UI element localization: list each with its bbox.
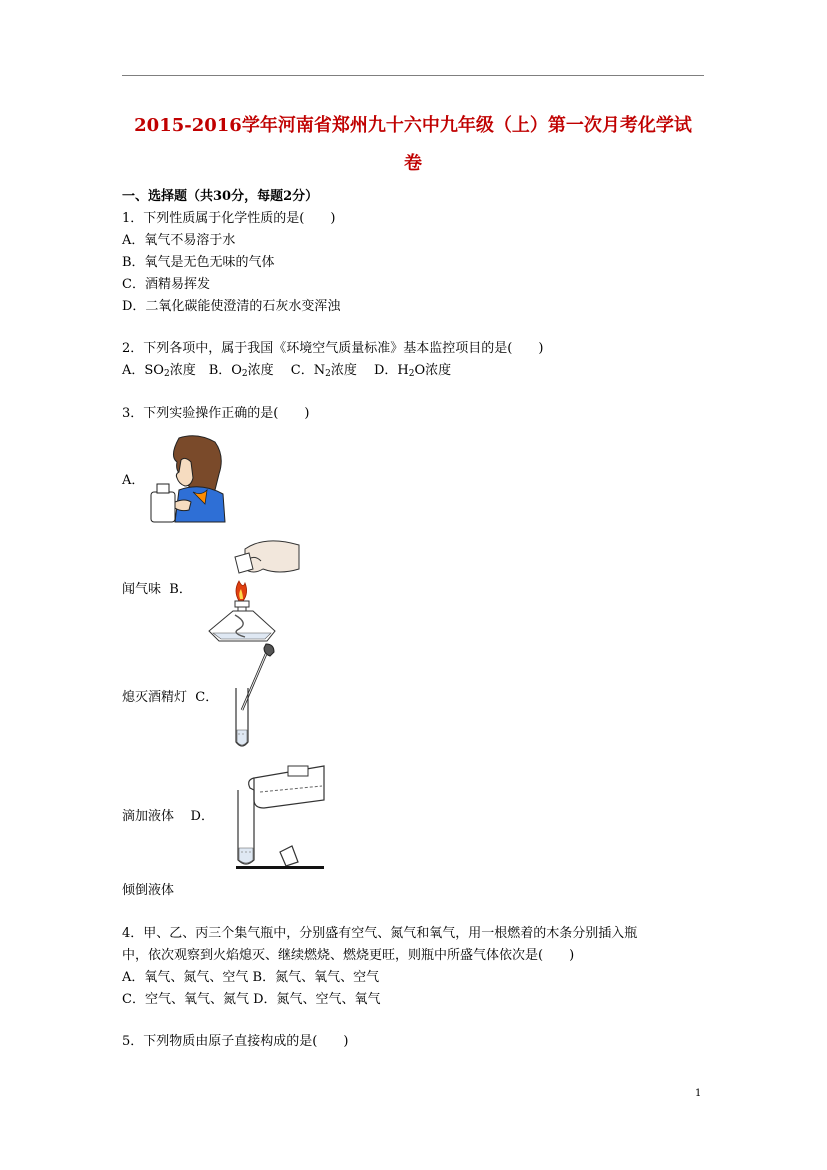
q1-stem: 1．下列性质属于化学性质的是( ): [122, 211, 336, 226]
q3-b-caption: 熄灭酒精灯: [122, 690, 188, 705]
q4-stem-line2: 中，依次观察到火焰熄灭、继续燃烧、燃烧更旺，则瓶中所盛气体依次是( ): [122, 948, 575, 963]
q3-c-caption: 滴加液体: [122, 809, 175, 824]
smell-gas-figure: [145, 432, 227, 525]
q3-a-caption: 闻气味: [122, 582, 162, 597]
exam-title-line2: 卷: [404, 153, 422, 174]
alcohol-lamp-figure: [205, 535, 300, 643]
q1-option-b: B．氧气是无色无味的气体: [122, 255, 275, 270]
q5-stem: 5．下列物质由原子直接构成的是( ): [122, 1034, 349, 1049]
header-rule: [122, 75, 704, 76]
dropper-figure: [230, 640, 275, 748]
q3-option-a-label: A．: [122, 473, 145, 488]
q4-options-cd: C．空气、氧气、氮气 D．氮气、空气、氧气: [122, 992, 381, 1007]
page-number: 1: [695, 1088, 702, 1099]
q1-option-a: A．氧气不易溶于水: [122, 233, 236, 248]
q3-stem: 3．下列实验操作正确的是( ): [122, 406, 310, 421]
q3-option-b: [122, 581, 192, 599]
q3-option-d: [122, 808, 214, 826]
q1-option-d: D．二氧化碳能使澄清的石灰水变浑浊: [122, 299, 341, 314]
q2-stem: 2．下列各项中，属于我国《环境空气质量标准》基本监控项目的是( ): [122, 341, 544, 356]
q1-option-c: C．酒精易挥发: [122, 277, 210, 292]
pour-liquid-figure: [232, 760, 327, 872]
q3-option-c: [122, 689, 218, 707]
section-heading: 一、选择题（共30分，每题2分）: [122, 189, 319, 204]
q3-d-caption: 倾倒液体: [122, 883, 175, 898]
q4-stem-line1: 4．甲、乙、丙三个集气瓶中，分别盛有空气、氮气和氧气，用一根燃着的木条分别插入瓶: [122, 926, 638, 941]
q3-b-label: B．: [169, 582, 192, 597]
exam-title-line1: 2015-2016学年河南省郑州九十六中九年级（上）第一次月考化学试: [134, 115, 692, 136]
q3-c-label: C．: [195, 690, 219, 705]
q2-options: A．$SO_2$浓度 B．$O_2$浓度 C．$N_2$浓度 D．$H_2O$浓度: [122, 363, 452, 379]
q3-d-label: D．: [190, 809, 214, 824]
q4-options-ab: A．氧气、氮气、空气 B．氮气、氧气、空气: [122, 970, 380, 985]
